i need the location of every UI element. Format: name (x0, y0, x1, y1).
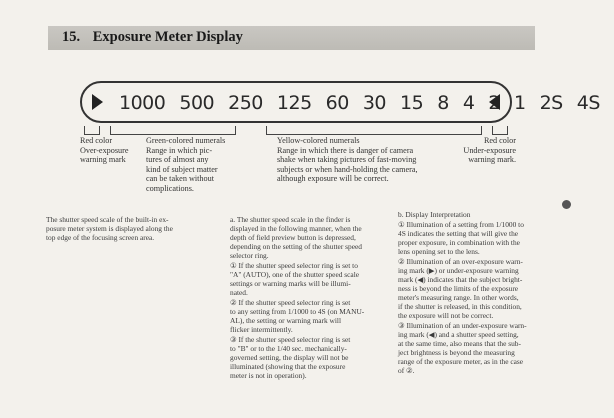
column-a-para: ① If the shutter speed selector ring is set to "A" (AUTO), one of the shutter speed scale settings or warning marks will be illumi- nated. (230, 261, 360, 297)
section-title: Exposure Meter Display (92, 29, 243, 45)
scale-value: 15 (400, 92, 424, 114)
scale-value: 4S (576, 92, 600, 114)
column-a (230, 215, 390, 381)
column-b-para: ① Illumination of a setting from 1/1000 to 4S indicates the setting that will give the proper exposure, in combination with the lens opening set to the lens. (398, 220, 524, 256)
page-title (62, 29, 243, 46)
column-b (398, 210, 558, 376)
green-range-label: Green-colored numerals Range in which pic- tures of almost any kind of subject matter can be taken without complications. (146, 136, 226, 193)
scale-numerals (119, 88, 614, 118)
scale-value: 30 (362, 92, 387, 114)
section-number: 15. (62, 29, 81, 45)
scale-value: 4 (462, 92, 475, 114)
scale-value: 2S (539, 92, 563, 114)
page-tab-marker (562, 200, 571, 209)
column-a-para: a. The shutter speed scale in the finder is displayed in the following manner, when the depth of field preview button is depressed, depending on the setting of the shutter speed selector ring. (230, 215, 362, 260)
bracket-green (110, 126, 236, 135)
scale-value: 60 (325, 92, 349, 114)
yellow-range-label: Yellow-colored numerals Range in which there is danger of camera shake when taking pictures of fast-moving subjects or when hand-holding the camera, although exposure will be correct. (277, 136, 418, 184)
bracket-yellow (266, 126, 482, 135)
under-exposure-label: Red color Under-exposure warning mark. (463, 136, 516, 165)
over-exposure-warning-icon (92, 94, 103, 110)
intro-paragraph: The shutter speed scale of the built-in ex- posure meter system is displayed along the top edge of the focusing screen area. (46, 215, 173, 242)
scale-value: 250 (228, 92, 263, 114)
column-b-para: ③ Illumination of an under-exposure warn- ing mark (◀) and a shutter speed setting, at the same time, also means that the sub- ject brightness is beyond the measuring range of the exposure meter, as in the case of ②. (398, 321, 527, 375)
column-b-para: ② Illumination of an over-exposure warn- ing mark (▶) or under-exposure warning mark (◀) indicates that the subject bright- ness is beyond the limits of the exposure meter's measuring range. In other words, if the shutter is released, in this condition, the exposure will not be correct. (398, 257, 523, 320)
bracket-over (84, 126, 100, 135)
scale-value: 125 (276, 92, 312, 114)
shutter-speed-scale (80, 81, 600, 123)
bracket-under (492, 126, 508, 135)
scale-value: 1000 (119, 92, 166, 114)
column-b-heading: b. Display Interpretation (398, 210, 471, 219)
scale-value: 2 (488, 92, 500, 114)
scale-value: 8 (437, 92, 449, 114)
over-exposure-label: Red color Over-exposure warning mark (80, 136, 129, 165)
column-a-para: ③ If the shutter speed selector ring is set to "B" or to the 1/40 sec. mechanically- governed setting, the display will not be illuminated (showing that the exposure meter is not in operation). (230, 335, 351, 380)
column-a-para: ② If the shutter speed selector ring is set to any setting from 1/1000 to 4S (on MANU- AL), the setting or warning mark will flicker intermittently. (230, 298, 365, 334)
under-exposure-warning-icon (489, 94, 500, 110)
scale-value: 1 (514, 92, 526, 114)
scale-value: 500 (179, 92, 215, 114)
